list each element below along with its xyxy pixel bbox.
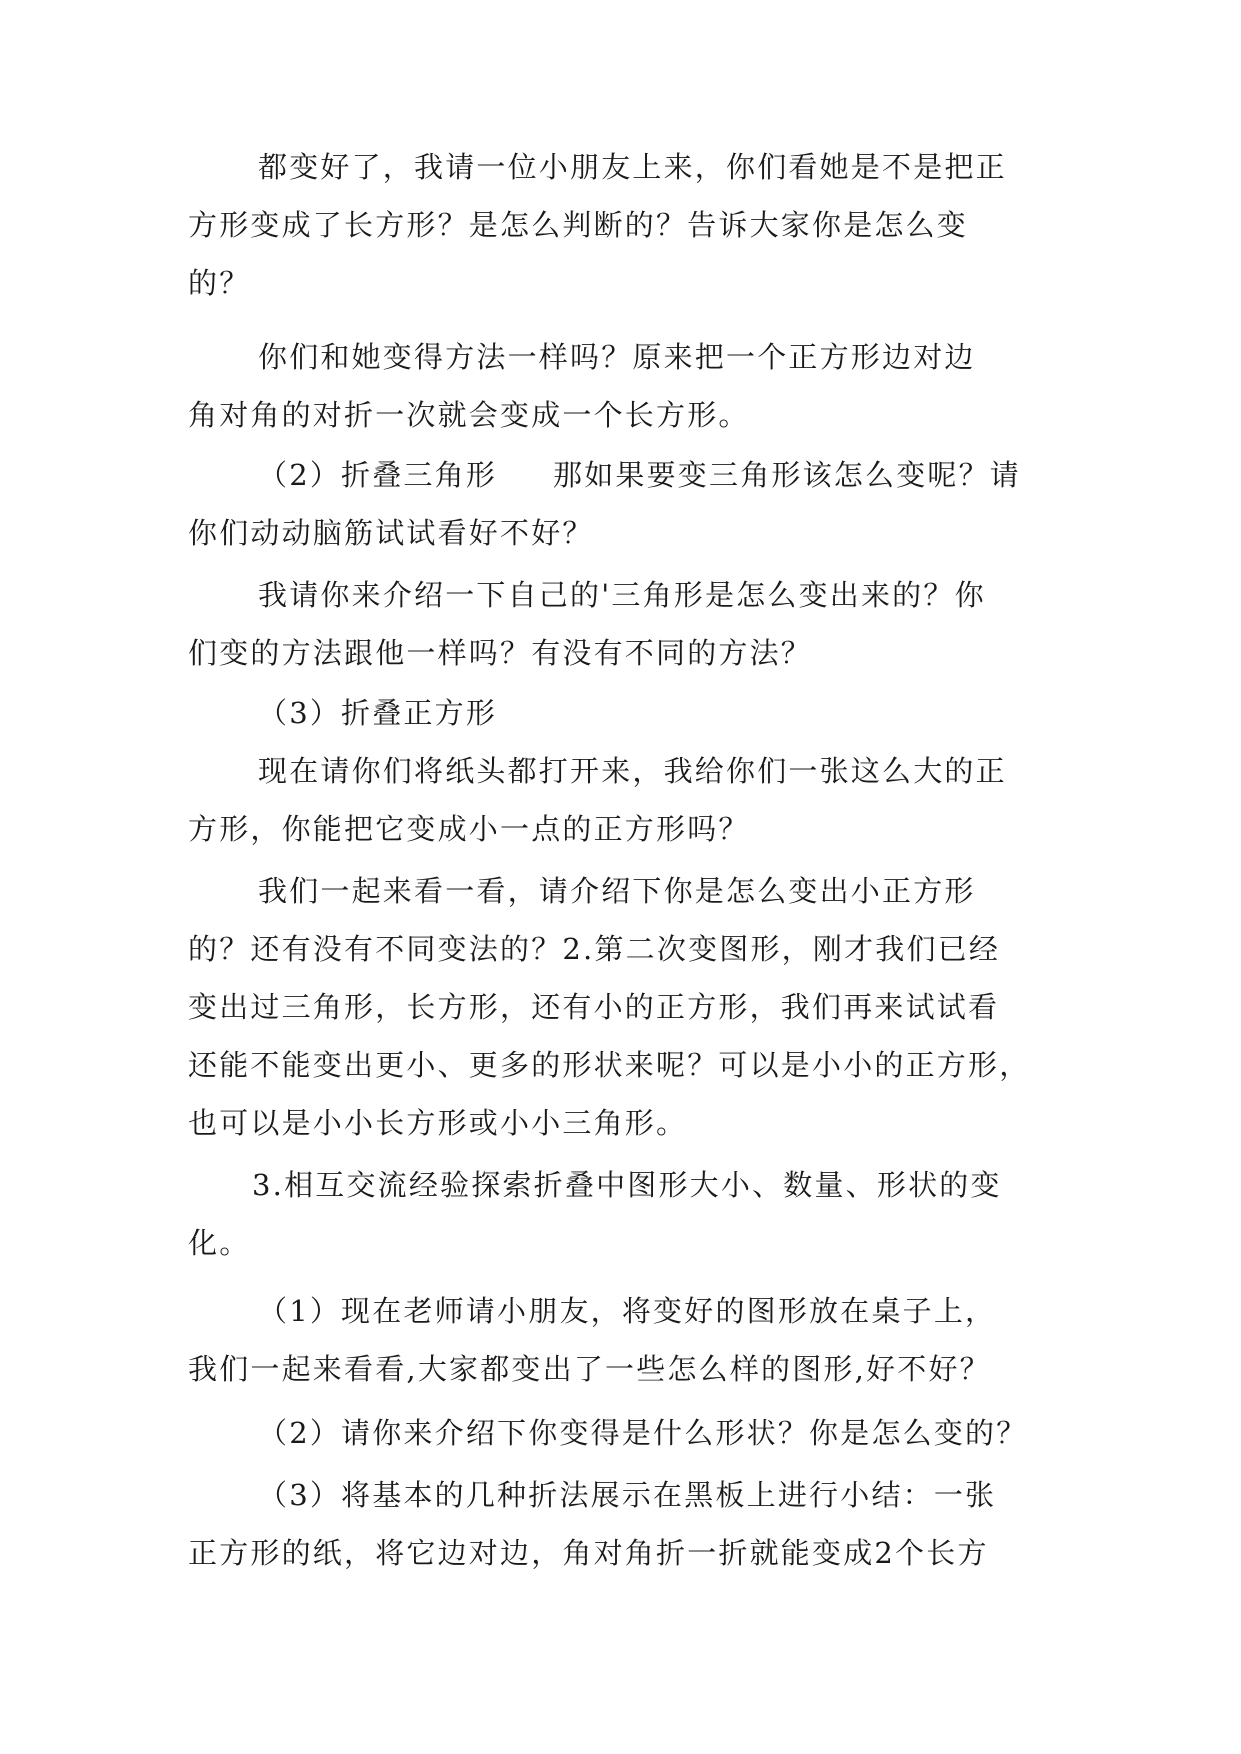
text-line: 变出过三角形，长方形，还有小的正方形，我们再来试试看 [188, 990, 1000, 1024]
text-line: （2）请你来介绍下你变得是什么形状？你是怎么变的？ [258, 1416, 1028, 1450]
text-line: 方形变成了长方形？是怎么判断的？告诉大家你是怎么变 [188, 208, 969, 242]
text-line: （2）折叠三角形 那如果要变三角形该怎么变呢？请 [258, 458, 1022, 492]
text-line: （3）将基本的几种折法展示在黑板上进行小结：一张 [258, 1478, 997, 1512]
text-line: 正方形的纸，将它边对边，角对角折一折就能变成2个长方 [188, 1536, 989, 1570]
text-line: 现在请你们将纸头都打开来，我给你们一张这么大的正 [258, 754, 1007, 788]
text-line: 都变好了，我请一位小朋友上来，你们看她是不是把正 [258, 150, 1007, 184]
text-line: 3.相互交流经验探索折叠中图形大小、数量、形状的变 [252, 1168, 1002, 1202]
text-line: （3）折叠正方形 [258, 696, 498, 730]
text-line: 我们一起来看看,大家都变出了一些怎么样的图形,好不好？ [188, 1352, 991, 1386]
text-line: 方形，你能把它变成小一点的正方形吗？ [188, 812, 750, 846]
text-line: 你们动动脑筋试试看好不好？ [188, 516, 594, 550]
text-line: 的？ [188, 266, 251, 300]
text-line: 角对角的对折一次就会变成一个长方形。 [188, 398, 750, 432]
text-line: 我请你来介绍一下自己的'三角形是怎么变出来的？你 [258, 578, 986, 612]
text-line: 我们一起来看一看，请介绍下你是怎么变出小正方形 [258, 874, 976, 908]
text-line: 你们和她变得方法一样吗？原来把一个正方形边对边 [258, 340, 976, 374]
text-line: （1）现在老师请小朋友，将变好的图形放在桌子上， [258, 1294, 997, 1328]
text-line: 的？还有没有不同变法的？2.第二次变图形，刚才我们已经 [188, 932, 1001, 966]
text-line: 也可以是小小长方形或小小三角形。 [188, 1106, 688, 1140]
text-line: 化。 [188, 1226, 251, 1260]
text-line: 还能不能变出更小、更多的形状来呢？可以是小小的正方形， [188, 1048, 1031, 1082]
text-line: 们变的方法跟他一样吗？有没有不同的方法？ [188, 636, 813, 670]
